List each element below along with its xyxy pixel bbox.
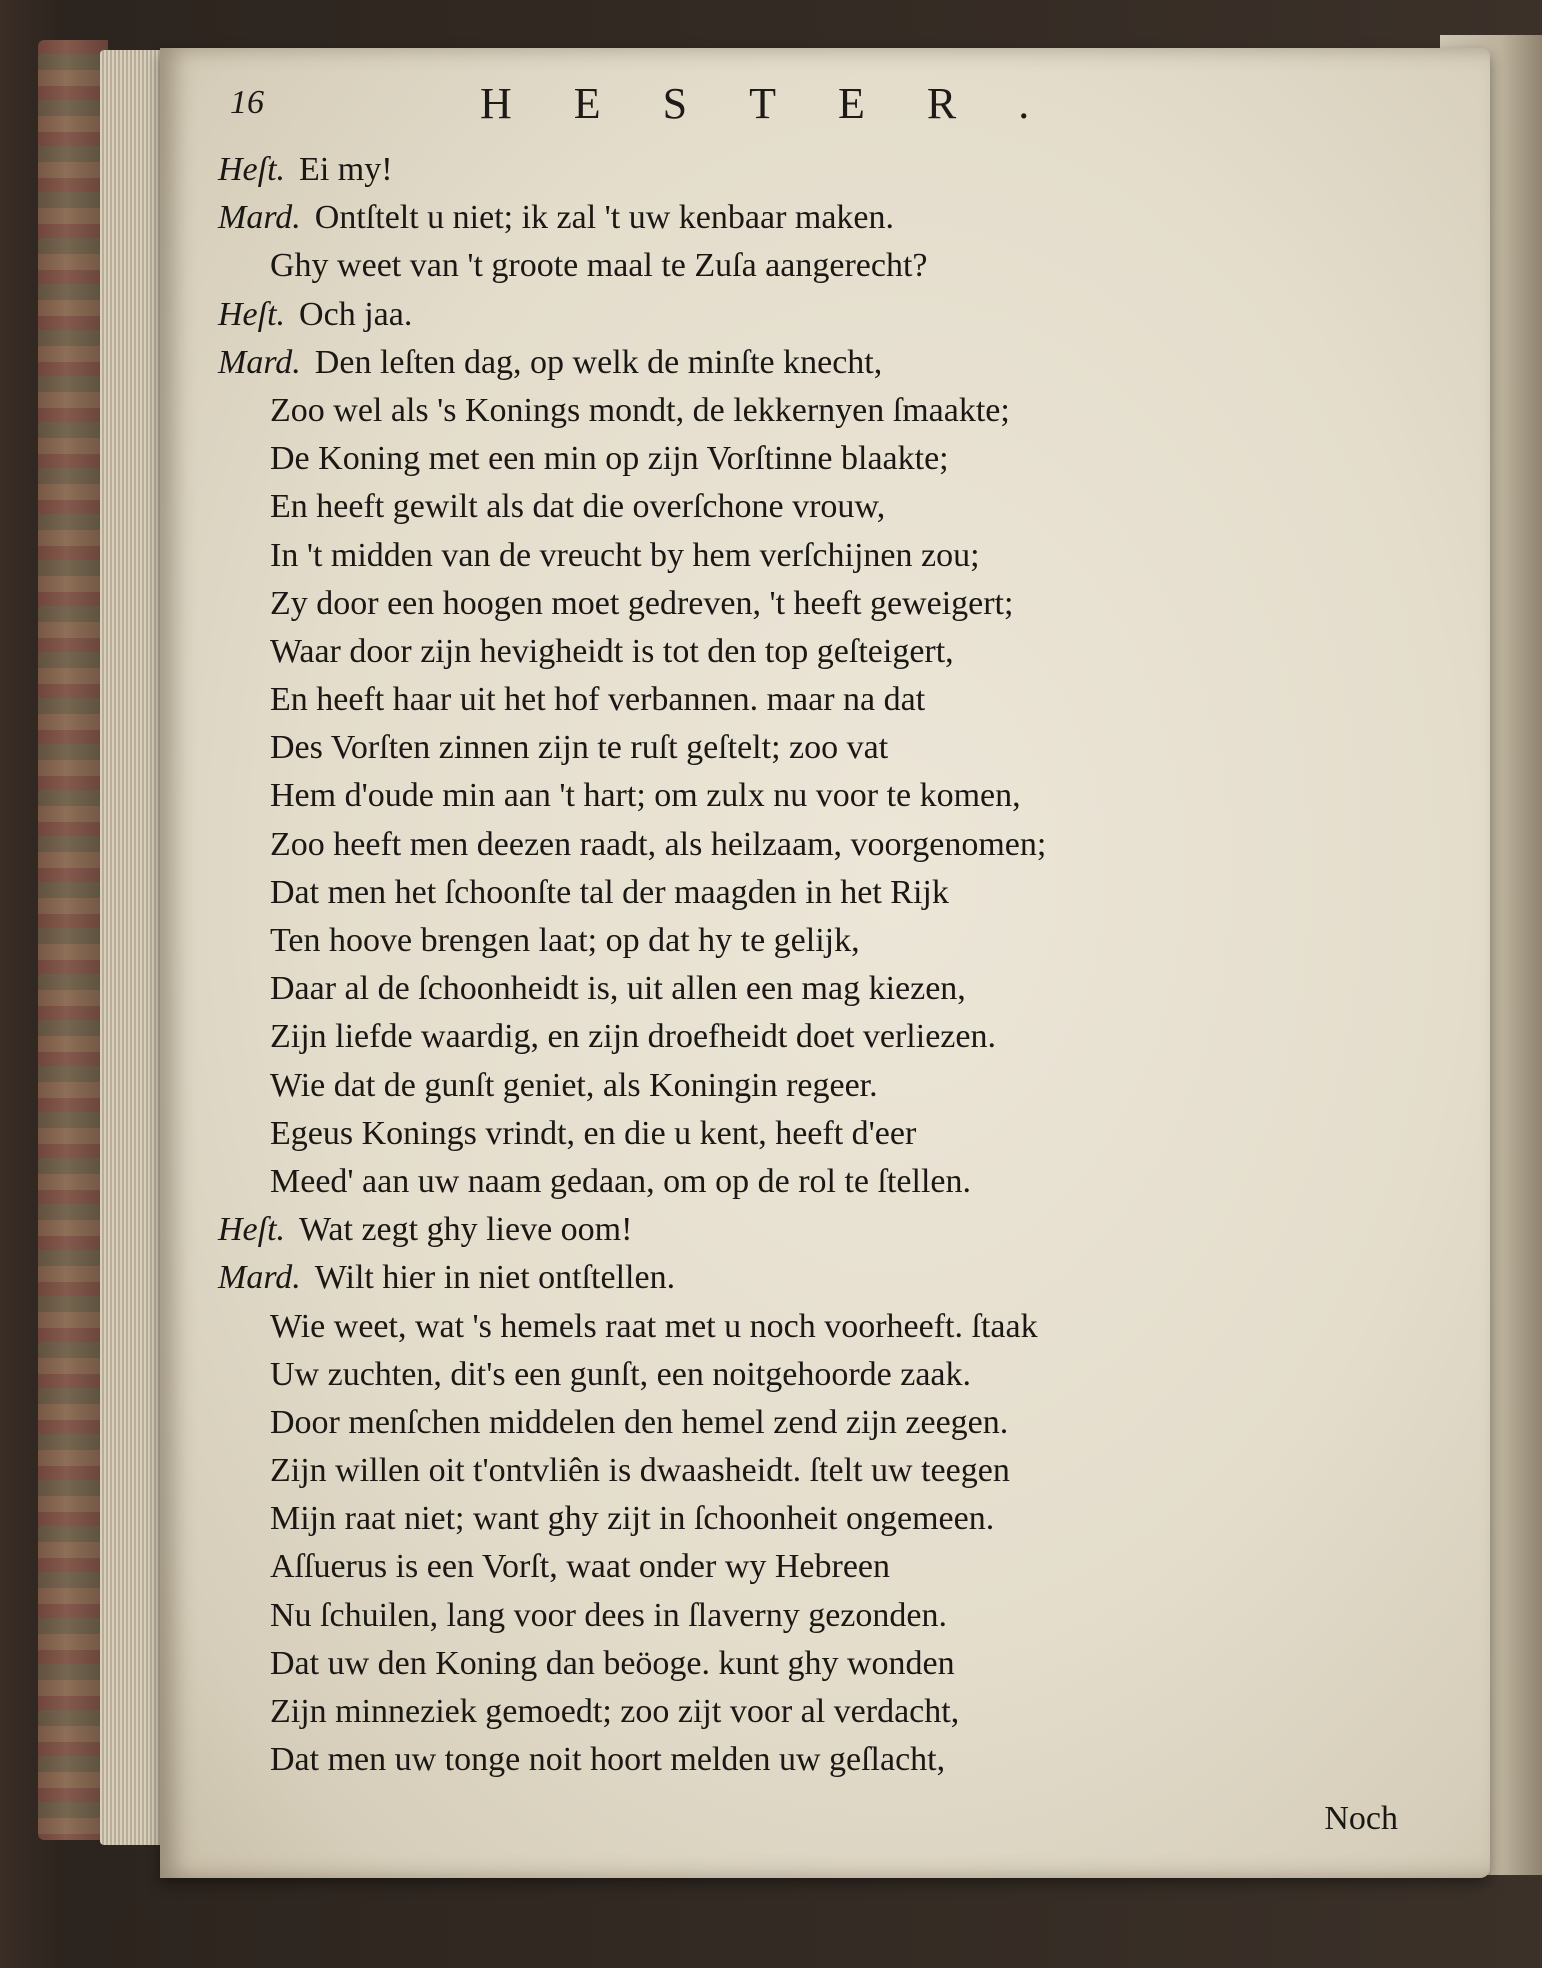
verse-line — [218, 965, 1418, 1013]
line-text: Ghy weet van 't groote maal te Zuſa aangerecht? — [270, 247, 928, 285]
line-text: Wie weet, wat 's hemels raat met u noch voorheeft. ſtaak — [270, 1307, 1038, 1345]
verse-line — [218, 1495, 1418, 1543]
verse-line — [218, 628, 1418, 676]
line-text: En heeft haar uit het hof verbannen. maar na dat — [270, 681, 926, 719]
line-text: Uw zuchten, dit's een gunſt, een noitgehoorde zaak. — [270, 1355, 972, 1393]
verse-line — [218, 532, 1418, 580]
line-text: Waar door zijn hevigheidt is tot den top geſteigert, — [270, 632, 954, 670]
line-text: Ten hoove brengen laat; op dat hy te gelijk, — [270, 922, 860, 959]
line-text: Dat men uw tonge noit hoort melden uw geſlacht, — [270, 1741, 946, 1779]
line-text: Ei my! — [299, 151, 393, 188]
verse-line — [218, 1013, 1418, 1061]
verse-line — [218, 291, 1418, 339]
line-text: Zoo heeft men deezen raadt, als heilzaam, voorgenomen; — [270, 825, 1047, 863]
catchword: Noch — [1324, 1800, 1398, 1837]
verse-line — [218, 1543, 1418, 1591]
verse-line — [218, 1688, 1418, 1736]
line-text: Ontſtelt u niet; ik zal 't uw kenbaar maken. — [314, 199, 895, 237]
verse-line — [218, 1158, 1418, 1206]
line-text: Zijn liefde waardig, en zijn droefheidt doet verliezen. — [270, 1018, 996, 1056]
speaker-label: Heſt. — [218, 151, 286, 188]
verse-line — [218, 1110, 1418, 1158]
line-text: Zijn minneziek gemoedt; zoo zijt voor al verdacht, — [270, 1693, 960, 1730]
line-text: Den leſten dag, op welk de minſte knecht, — [314, 343, 883, 381]
line-text: Hem d'oude min aan 't hart; om zulx nu voor te komen, — [270, 777, 1021, 815]
line-text: Aſſuerus is een Vorſt, waat onder wy Hebreen — [270, 1548, 891, 1586]
line-text: Mijn raat niet; want ghy zijt in ſchoonheit ongemeen. — [270, 1500, 995, 1538]
line-text: De Koning met een min op zijn Vorſtinne blaakte; — [270, 440, 949, 478]
verse-line — [218, 1399, 1418, 1447]
verse-line — [218, 1640, 1418, 1688]
line-text: Wilt hier in niet ontſtellen. — [314, 1259, 676, 1297]
verse-line — [218, 772, 1418, 820]
page-number: 16 — [230, 84, 264, 121]
line-text: Zy door een hoogen moet gedreven, 't heeft geweigert; — [270, 584, 1014, 622]
line-text: Dat uw den Koning dan beöoge. kunt ghy wonden — [270, 1644, 955, 1682]
page-title: HESTER. — [480, 79, 1092, 128]
line-text: Wie dat de gunſt geniet, als Koningin regeer. — [270, 1066, 878, 1104]
speaker-label: Mard. — [218, 343, 301, 381]
verse-line — [218, 194, 1418, 242]
line-text: Egeus Konings vrindt, en die u kent, heeft d'eer — [270, 1114, 917, 1152]
verse-line — [218, 1736, 1418, 1784]
line-text: Daar al de ſchoonheidt is, uit allen een mag kiezen, — [270, 970, 966, 1008]
verse-line — [218, 146, 1418, 194]
line-text: Zoo wel als 's Konings mondt, de lekkernyen ſmaakte; — [270, 391, 1010, 429]
verse-line — [218, 821, 1418, 869]
verse-line — [218, 1206, 1418, 1254]
line-text: Door menſchen middelen den hemel zend zijn zeegen. — [270, 1403, 1009, 1441]
verse-line — [218, 242, 1418, 290]
verse-line — [218, 1592, 1418, 1640]
line-text: Och jaa. — [299, 295, 413, 333]
verse-line — [218, 1351, 1418, 1399]
verse-line — [218, 483, 1418, 531]
verse-line — [218, 339, 1418, 387]
verse-line — [218, 724, 1418, 772]
verse-line — [218, 387, 1418, 435]
line-text: Wat zegt ghy lieve oom! — [299, 1211, 633, 1249]
verse-line — [218, 1303, 1418, 1351]
speaker-label: Mard. — [218, 1259, 301, 1297]
line-text: Meed' aan uw naam gedaan, om op de rol te ſtellen. — [270, 1162, 971, 1200]
speaker-label: Heſt. — [218, 1211, 286, 1249]
verse-text — [218, 146, 1418, 1784]
verse-line — [218, 1447, 1418, 1495]
verse-line — [218, 869, 1418, 917]
line-text: Zijn willen oit t'ontvliên is dwaasheidt. ſtelt uw teegen — [270, 1452, 1010, 1490]
line-text: In 't midden van de vreucht by hem verſchijnen zou; — [270, 536, 980, 574]
line-text: En heeft gewilt als dat die overſchone vrouw, — [270, 488, 886, 526]
line-text: Des Vorſten zinnen zijn te ruſt geſtelt; zoo vat — [270, 729, 889, 767]
speaker-label: Mard. — [218, 199, 301, 237]
verse-line — [218, 1254, 1418, 1302]
verse-line — [218, 917, 1418, 965]
verse-line — [218, 580, 1418, 628]
verse-line — [218, 676, 1418, 724]
book-page — [160, 48, 1490, 1878]
verse-line — [218, 435, 1418, 483]
speaker-label: Heſt. — [218, 295, 286, 333]
line-text: Dat men het ſchoonſte tal der maagden in het Rijk — [270, 873, 949, 911]
running-head — [160, 70, 1490, 140]
verse-line — [218, 1062, 1418, 1110]
marbled-book-edge — [38, 40, 108, 1840]
line-text: Nu ſchuilen, lang voor dees in ſlaverny gezonden. — [270, 1596, 947, 1634]
